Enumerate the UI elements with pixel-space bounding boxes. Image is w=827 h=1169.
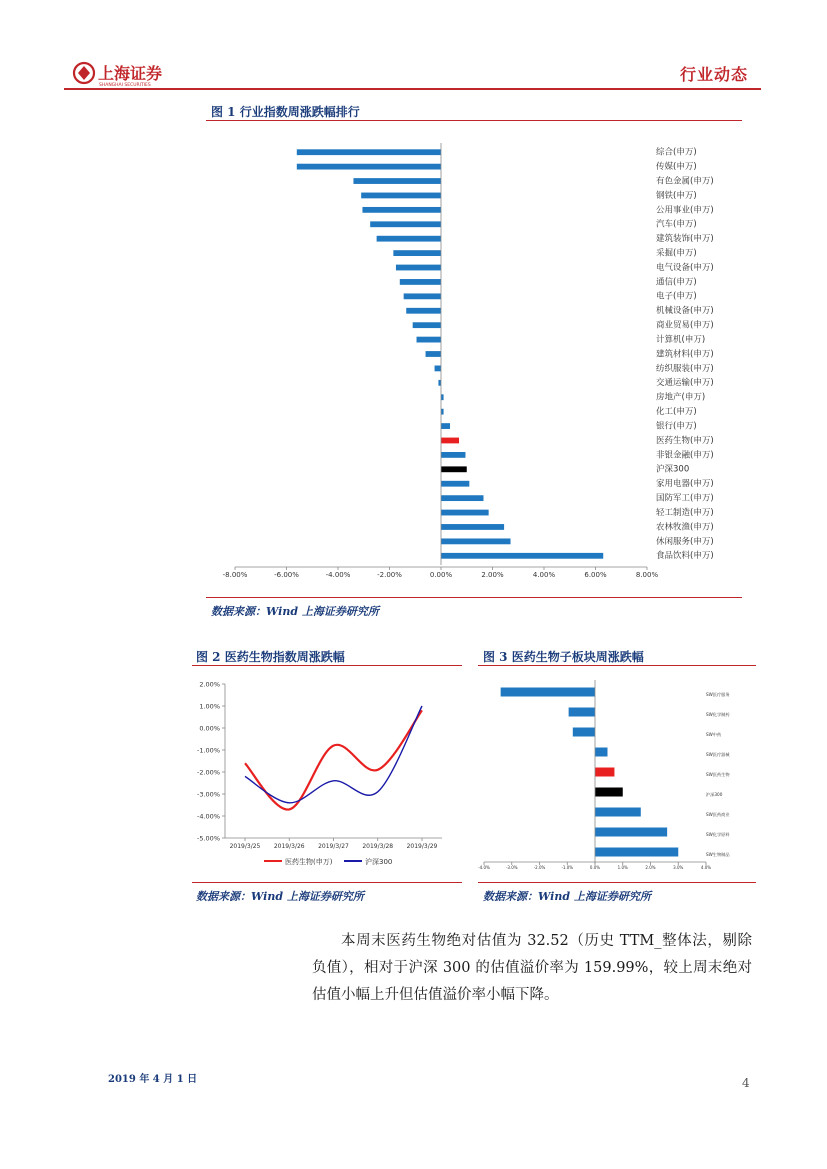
x-tick-label: -6.00% — [274, 571, 299, 579]
x-tick-label: -8.00% — [222, 571, 248, 579]
y-tick-label: -5.00% — [197, 834, 220, 843]
bar — [441, 423, 450, 429]
category-label: 房地产(申万) — [656, 392, 706, 403]
category-label: 公用事业(申万) — [656, 205, 714, 216]
y-tick-label: -4.00% — [197, 812, 220, 821]
y-tick-label: 2.00% — [199, 680, 220, 689]
bar — [361, 193, 441, 199]
header-divider — [64, 88, 761, 90]
bar — [569, 708, 595, 717]
x-tick-label: 2019/3/29 — [406, 843, 438, 850]
x-tick-label: 2019/3/26 — [273, 843, 305, 850]
x-tick-label: 4.0% — [700, 865, 712, 870]
category-label: 纺织服装(申万) — [656, 363, 714, 374]
category-label: 建筑装饰(申万) — [656, 234, 714, 245]
bar — [413, 322, 441, 328]
bar — [396, 265, 441, 271]
x-tick-label: 2019/3/25 — [229, 843, 261, 850]
bar — [400, 279, 441, 285]
category-label: 食品饮料(申万) — [656, 551, 714, 562]
figure3-top-rule — [478, 665, 756, 666]
category-label: SW化学原料 — [706, 832, 730, 837]
category-label: SW医疗服务 — [706, 692, 730, 697]
bar — [426, 351, 441, 357]
bar — [297, 164, 441, 170]
x-tick-label: -4.00% — [325, 571, 351, 579]
bar — [595, 788, 623, 797]
bar — [441, 538, 511, 544]
bar — [595, 848, 678, 857]
section-title: 行业动态 — [680, 65, 749, 84]
category-label: 农林牧渔(申万) — [656, 522, 714, 533]
x-tick-label: 2.0% — [645, 865, 656, 870]
category-label: 传媒(申万) — [656, 162, 697, 173]
bar — [595, 768, 614, 777]
body-paragraph: 本周末医药生物绝对估值为 32.52（历史 TTM_整体法，剔除负值），相对于沪深 300 的估值溢价率为 159.99%，较上周末绝对估值小幅上升但估值溢价率小幅下降。 — [312, 933, 752, 1003]
y-tick-label: -3.00% — [197, 790, 220, 799]
x-tick-label: 3.0% — [673, 865, 684, 870]
figure3-bottom-rule — [478, 882, 756, 883]
x-tick-label: -1.0% — [561, 865, 574, 870]
figure1-bottom-rule — [206, 597, 742, 598]
bar — [441, 524, 504, 530]
bar — [377, 236, 441, 242]
y-tick-label: -1.00% — [197, 746, 220, 755]
bar — [595, 808, 641, 817]
logo-company-name: 上海证券 — [98, 64, 163, 83]
category-label: 采掘(申万) — [656, 248, 697, 259]
category-label: 休闲服务(申万) — [656, 536, 714, 547]
bar — [393, 250, 441, 256]
bar — [441, 495, 483, 501]
x-tick-label: 4.00% — [532, 571, 556, 579]
x-tick-label: 0.0% — [589, 865, 601, 870]
category-label: 化工(申万) — [656, 407, 697, 418]
bar — [441, 438, 459, 444]
category-label: 家用电器(申万) — [656, 479, 714, 490]
x-tick-label: -4.0% — [478, 865, 490, 870]
category-label: SW化学制药 — [706, 712, 730, 717]
y-tick-label: 0.00% — [199, 724, 220, 733]
legend-label: 沪深300 — [365, 858, 393, 866]
category-label: SW医药商业 — [706, 812, 730, 817]
y-tick-label: -2.00% — [197, 768, 220, 777]
category-label: 轻工制造(申万) — [656, 507, 714, 518]
legend-label: 医药生物(申万) — [285, 858, 333, 866]
x-tick-label: 8.00% — [635, 571, 659, 579]
x-tick-label: 1.0% — [617, 865, 628, 870]
x-tick-label: 2019/3/27 — [318, 843, 349, 850]
category-label: 汽车(申万) — [656, 219, 697, 230]
bar — [362, 207, 441, 213]
category-label: 电气设备(申万) — [656, 262, 714, 273]
category-label: 钢铁(申万) — [656, 190, 697, 201]
footer-date: 2019 年 4 月 1 日 — [108, 1074, 198, 1085]
figure2-top-rule — [192, 665, 462, 666]
bar — [441, 510, 489, 516]
category-label: 交通运输(申万) — [656, 378, 714, 389]
x-tick-label: 2019/3/28 — [362, 843, 394, 850]
category-label: 计算机(申万) — [656, 334, 706, 345]
category-label: 综合(申万) — [656, 147, 697, 158]
category-label: 沪深300 — [656, 464, 690, 475]
bar — [353, 178, 441, 184]
figure3-chart — [478, 668, 756, 878]
x-tick-label: 0.00% — [429, 571, 453, 579]
figure3-source: 数据来源：Wind 上海证券研究所 — [483, 890, 651, 903]
category-label: SW医疗器械 — [706, 752, 730, 757]
figure1-title: 图 1 行业指数周涨跌幅排行 — [211, 105, 360, 119]
bar — [595, 828, 667, 837]
category-label: 非银金融(申万) — [656, 450, 714, 461]
x-tick-label: -2.0% — [533, 865, 546, 870]
category-label: 机械设备(申万) — [656, 306, 714, 317]
category-label: 沪深300 — [706, 792, 723, 797]
series-line — [245, 706, 422, 803]
figure2-chart — [192, 668, 462, 878]
category-label: 商业贸易(申万) — [656, 320, 714, 331]
x-tick-label: -3.0% — [505, 865, 518, 870]
category-label: SW中药 — [706, 732, 722, 737]
bar — [297, 149, 441, 155]
bar — [573, 728, 595, 737]
bar — [441, 481, 469, 487]
figure3-title: 图 3 医药生物子板块周涨跌幅 — [483, 650, 644, 664]
logo-company-name-en: SHANGHAI SECURITIES — [99, 83, 151, 88]
figure2-title: 图 2 医药生物指数周涨跌幅 — [196, 650, 345, 664]
bar — [370, 221, 441, 227]
series-line — [245, 710, 422, 809]
x-tick-label: 6.00% — [584, 571, 607, 579]
category-label: 国防军工(申万) — [656, 493, 714, 504]
bar — [406, 308, 441, 314]
bar — [441, 553, 603, 559]
y-tick-label: 1.00% — [199, 702, 220, 711]
category-label: 有色金属(申万) — [656, 176, 714, 187]
bar — [595, 748, 607, 757]
x-tick-label: -2.00% — [377, 571, 402, 579]
bar — [441, 452, 465, 458]
page-number: 4 — [742, 1076, 750, 1090]
figure2-bottom-rule — [192, 882, 462, 883]
figure1-chart — [206, 122, 746, 592]
figure1-source: 数据来源：Wind 上海证券研究所 — [211, 605, 379, 618]
bar — [441, 466, 467, 472]
bar — [404, 293, 441, 299]
company-logo — [72, 60, 182, 88]
bar — [417, 337, 441, 343]
figure2-source: 数据来源：Wind 上海证券研究所 — [196, 890, 364, 903]
category-label: 银行(申万) — [656, 421, 697, 432]
figure1-top-rule — [206, 120, 742, 121]
category-label: 通信(申万) — [656, 277, 697, 288]
category-label: SW生物制品 — [706, 852, 730, 857]
bar — [501, 688, 595, 697]
category-label: 医药生物(申万) — [656, 435, 714, 446]
bar — [435, 366, 441, 372]
x-tick-label: 2.00% — [481, 571, 504, 579]
category-label: SW医药生物 — [706, 772, 730, 777]
category-label: 电子(申万) — [656, 291, 697, 302]
category-label: 建筑材料(申万) — [656, 349, 714, 360]
